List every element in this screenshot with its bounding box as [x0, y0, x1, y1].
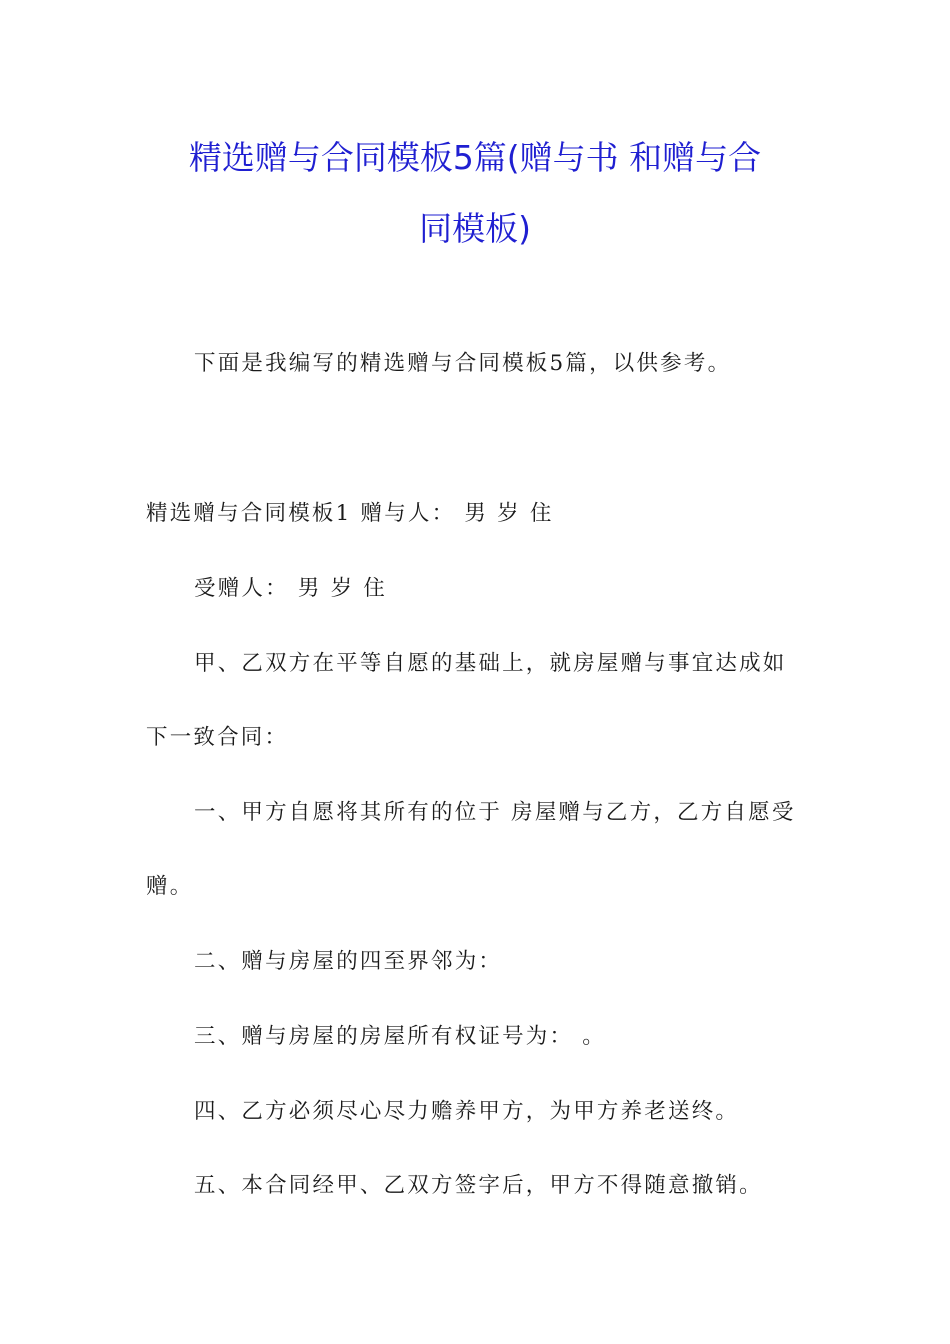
- clause-5: 五、本合同经甲、乙双方签字后，甲方不得随意撤销。: [194, 1173, 763, 1198]
- clause-2: 二、赠与房屋的四至界邻为：: [194, 949, 503, 974]
- clause-4: 四、乙方必须尽心尽力赡养甲方，为甲方养老送终。: [194, 1099, 740, 1124]
- recipient-line: 受赠人： 男 岁 住: [194, 576, 388, 601]
- document-title-line-2: 同模板): [419, 209, 531, 248]
- section-heading: 精选赠与合同模板1 赠与人： 男 岁 住: [146, 501, 554, 526]
- paragraph-1-line-2: 下一致合同：: [146, 725, 289, 750]
- clause-1-line-2: 赠。: [146, 874, 194, 899]
- paragraph-1-line-1: 甲、乙双方在平等自愿的基础上，就房屋赠与事宜达成如: [194, 651, 787, 676]
- clause-3: 三、赠与房屋的房屋所有权证号为： 。: [194, 1024, 606, 1049]
- intro-paragraph: 下面是我编写的精选赠与合同模板5篇，以供参考。: [194, 351, 732, 376]
- document-title-line-1: 精选赠与合同模板5篇(赠与书 和赠与合: [188, 138, 762, 177]
- clause-1-line-1: 一、甲方自愿将其所有的位于 房屋赠与乙方，乙方自愿受: [194, 800, 796, 825]
